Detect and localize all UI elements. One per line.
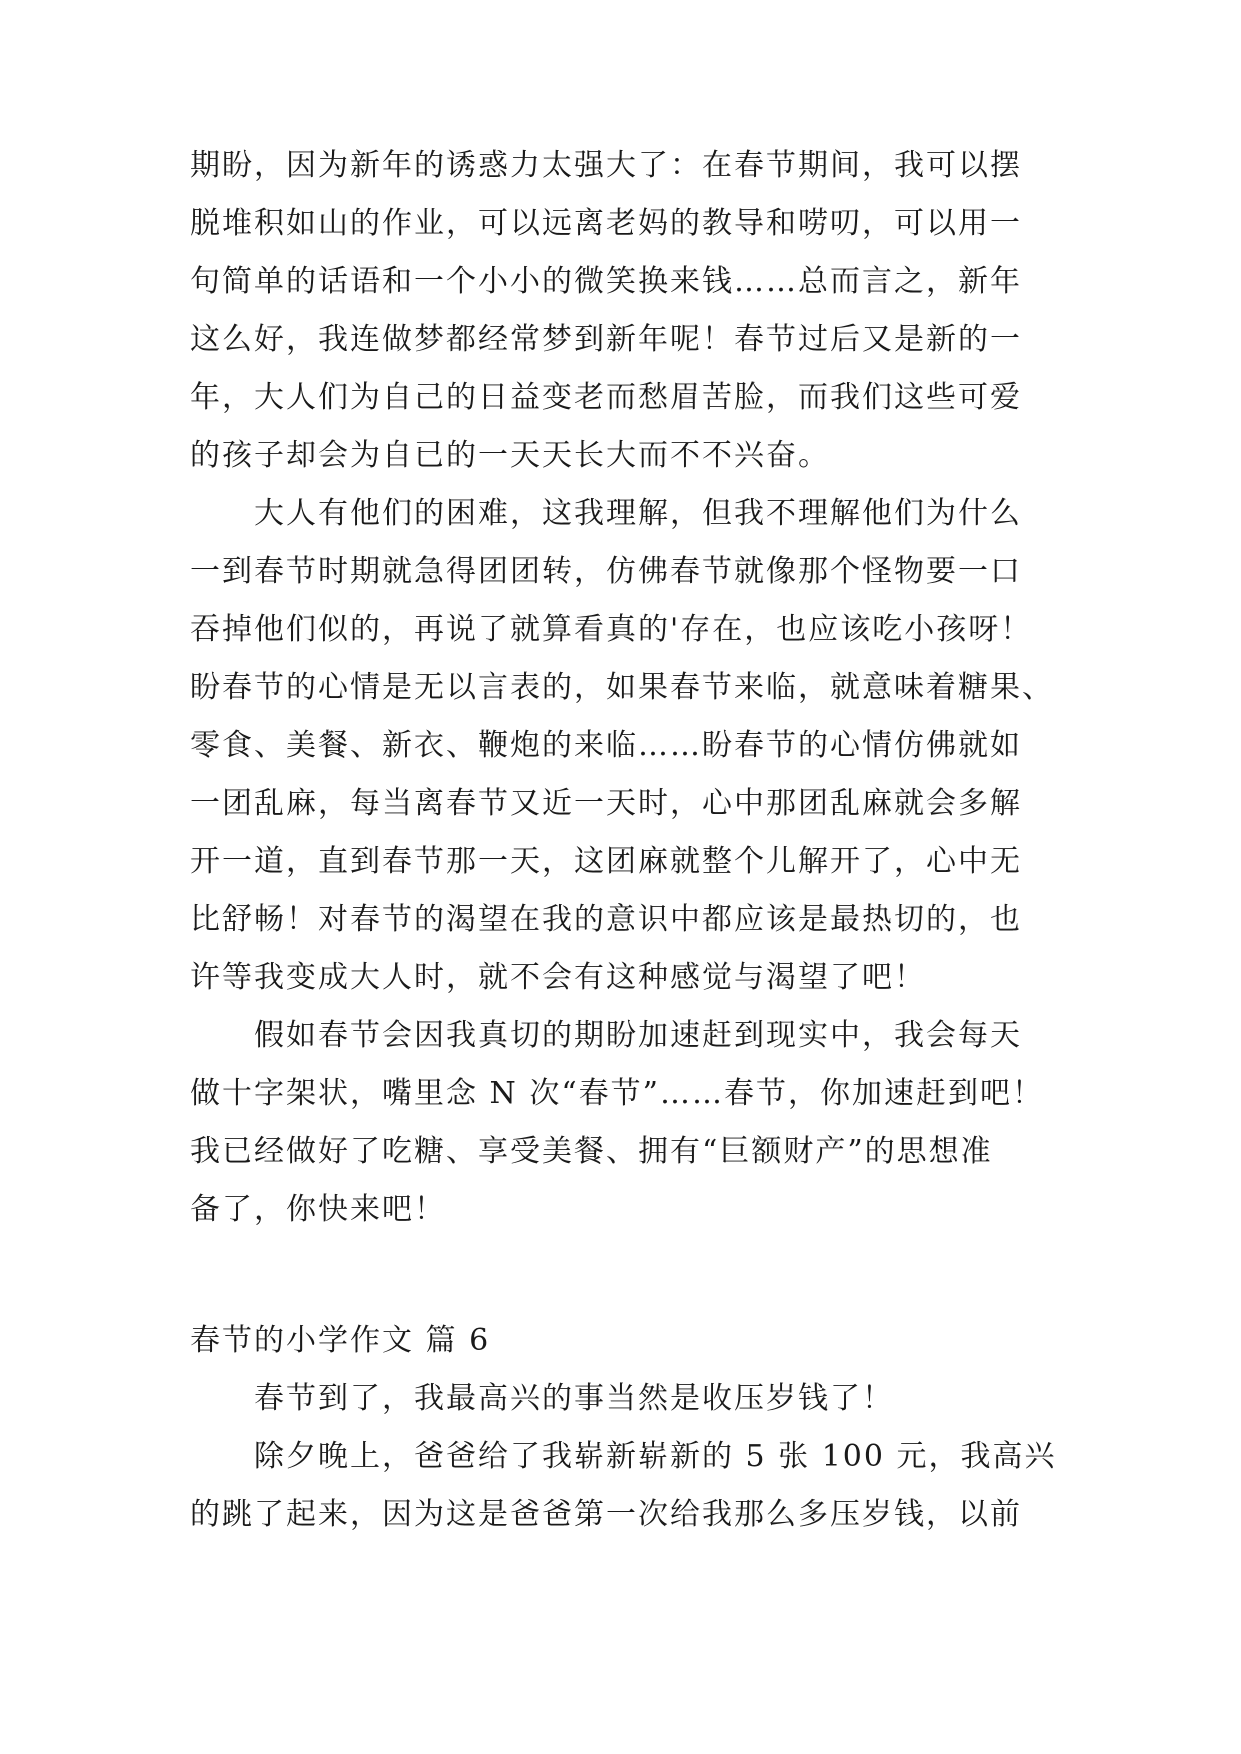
- paragraph: [190, 485, 1090, 1007]
- text-line: 盼春节的心情是无以言表的，如果春节来临，就意味着糖果、: [190, 670, 1054, 705]
- text-line: 的跳了起来，因为这是爸爸第一次给我那么多压岁钱，以前: [190, 1497, 1022, 1532]
- text-line: 吞掉他们似的，再说了就算看真的'存在，也应该吃小孩呀！: [190, 612, 1033, 647]
- text-line: 春节到了，我最高兴的事当然是收压岁钱了！: [254, 1381, 894, 1416]
- paragraph: [190, 1007, 1090, 1239]
- text-line: 做十字架状，嘴里念 N 次“春节”……春节，你加速赶到吧！: [190, 1076, 1044, 1111]
- paragraph: [190, 137, 1090, 485]
- text-line: 期盼，因为新年的诱惑力太强大了：在春节期间，我可以摆: [190, 148, 1022, 183]
- essay-body-section-6: [190, 1312, 1090, 1544]
- text-line: 大人有他们的困难，这我理解，但我不理解他们为什么: [254, 496, 1022, 531]
- text-line: 假如春节会因我真切的期盼加速赶到现实中，我会每天: [254, 1018, 1022, 1053]
- paragraph: [190, 1370, 1090, 1428]
- text-line: 这么好，我连做梦都经常梦到新年呢！春节过后又是新的一: [190, 322, 1022, 357]
- text-line: 脱堆积如山的作业，可以远离老妈的教导和唠叨，可以用一: [190, 206, 1022, 241]
- section-heading: 春节的小学作文 篇 6: [190, 1323, 491, 1358]
- text-line: 备了，你快来吧！: [190, 1192, 446, 1227]
- text-line: 比舒畅！对春节的渴望在我的意识中都应该是最热切的，也: [190, 902, 1022, 937]
- text-line: 我已经做好了吃糖、享受美餐、拥有“巨额财产”的思想准: [190, 1134, 993, 1169]
- essay-body-top: [190, 137, 1090, 1239]
- text-line: 年，大人们为自己的日益变老而愁眉苦脸，而我们这些可爱: [190, 380, 1022, 415]
- text-line: 除夕晚上，爸爸给了我崭新崭新的 5 张 100 元，我高兴: [254, 1439, 1057, 1474]
- paragraph: [190, 1428, 1090, 1544]
- text-line: 一团乱麻，每当离春节又近一天时，心中那团乱麻就会多解: [190, 786, 1022, 821]
- text-line: 开一道，直到春节那一天，这团麻就整个儿解开了，心中无: [190, 844, 1022, 879]
- text-line: 一到春节时期就急得团团转，仿佛春节就像那个怪物要一口: [190, 554, 1022, 589]
- text-line: 的孩子却会为自已的一天天长大而不不兴奋。: [190, 438, 830, 473]
- text-line: 句简单的话语和一个小小的微笑换来钱……总而言之，新年: [190, 264, 1022, 299]
- text-line: 许等我变成大人时，就不会有这种感觉与渴望了吧！: [190, 960, 926, 995]
- text-line: 零食、美餐、新衣、鞭炮的来临……盼春节的心情仿佛就如: [190, 728, 1022, 763]
